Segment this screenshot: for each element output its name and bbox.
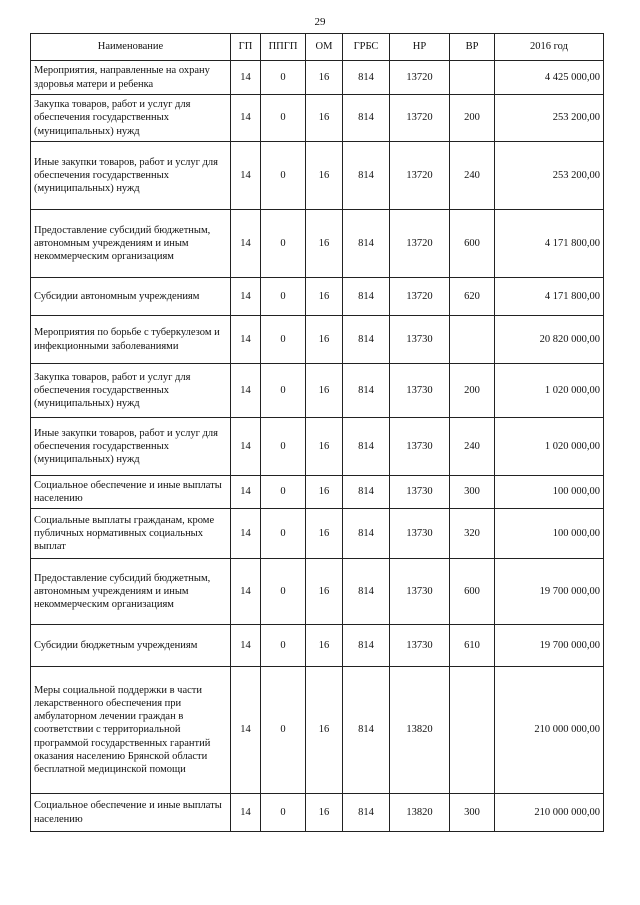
row-ppgp: 0 (261, 476, 306, 509)
row-vr: 200 (450, 95, 495, 142)
row-grbs: 814 (343, 210, 390, 278)
row-nr: 13730 (390, 418, 450, 476)
row-vr: 200 (450, 364, 495, 418)
row-name: Социальные выплаты гражданам, кроме публичных нормативных социальных выплат (31, 509, 231, 559)
row-ppgp: 0 (261, 625, 306, 667)
row-name: Иные закупки товаров, работ и услуг для обеспечения государственных (муниципальных) нужд (31, 142, 231, 210)
row-name: Закупка товаров, работ и услуг для обеспечения государственных (муниципальных) нужд (31, 364, 231, 418)
table-row (31, 476, 604, 509)
row-vr (450, 61, 495, 95)
row-name: Субсидии автономным учреждениям (31, 278, 231, 316)
row-ppgp: 0 (261, 210, 306, 278)
row-grbs: 814 (343, 794, 390, 832)
row-om: 16 (306, 418, 343, 476)
row-vr (450, 316, 495, 364)
row-nr: 13820 (390, 794, 450, 832)
row-ppgp: 0 (261, 364, 306, 418)
row-om: 16 (306, 364, 343, 418)
header-vr: ВР (450, 34, 495, 61)
row-gp: 14 (231, 142, 261, 210)
row-gp: 14 (231, 316, 261, 364)
row-vr: 240 (450, 418, 495, 476)
row-vr: 620 (450, 278, 495, 316)
row-amount: 4 171 800,00 (495, 210, 604, 278)
row-om: 16 (306, 95, 343, 142)
header-grbs: ГРБС (343, 34, 390, 61)
table-row (31, 418, 604, 476)
row-om: 16 (306, 210, 343, 278)
row-om: 16 (306, 61, 343, 95)
row-vr: 240 (450, 142, 495, 210)
row-om: 16 (306, 625, 343, 667)
row-nr: 13730 (390, 476, 450, 509)
row-gp: 14 (231, 509, 261, 559)
row-ppgp: 0 (261, 95, 306, 142)
row-nr: 13730 (390, 364, 450, 418)
row-name: Иные закупки товаров, работ и услуг для обеспечения государственных (муниципальных) нужд (31, 418, 231, 476)
row-amount: 100 000,00 (495, 509, 604, 559)
row-amount: 20 820 000,00 (495, 316, 604, 364)
row-nr: 13720 (390, 142, 450, 210)
row-name: Мероприятия по борьбе с туберкулезом и инфекционными заболеваниями (31, 316, 231, 364)
table-row (31, 210, 604, 278)
header-nr: НР (390, 34, 450, 61)
row-vr: 300 (450, 476, 495, 509)
row-amount: 210 000 000,00 (495, 794, 604, 832)
row-amount: 253 200,00 (495, 95, 604, 142)
row-om: 16 (306, 794, 343, 832)
row-grbs: 814 (343, 625, 390, 667)
header-gp: ГП (231, 34, 261, 61)
row-vr: 610 (450, 625, 495, 667)
table-row (31, 278, 604, 316)
row-nr: 13820 (390, 667, 450, 794)
row-grbs: 814 (343, 418, 390, 476)
row-nr: 13730 (390, 625, 450, 667)
row-om: 16 (306, 509, 343, 559)
row-grbs: 814 (343, 509, 390, 559)
table-row (31, 364, 604, 418)
row-ppgp: 0 (261, 667, 306, 794)
row-om: 16 (306, 559, 343, 625)
table-row (31, 95, 604, 142)
row-grbs: 814 (343, 95, 390, 142)
row-gp: 14 (231, 418, 261, 476)
row-om: 16 (306, 142, 343, 210)
header-ppgp: ППГП (261, 34, 306, 61)
row-grbs: 814 (343, 142, 390, 210)
row-amount: 253 200,00 (495, 142, 604, 210)
row-nr: 13730 (390, 509, 450, 559)
row-amount: 19 700 000,00 (495, 559, 604, 625)
row-nr: 13730 (390, 316, 450, 364)
row-grbs: 814 (343, 61, 390, 95)
row-ppgp: 0 (261, 559, 306, 625)
row-amount: 1 020 000,00 (495, 418, 604, 476)
row-nr: 13720 (390, 61, 450, 95)
row-ppgp: 0 (261, 509, 306, 559)
table-header-row (31, 34, 604, 61)
row-name: Социальное обеспечение и иные выплаты населению (31, 794, 231, 832)
row-om: 16 (306, 316, 343, 364)
page-number: 29 (314, 16, 326, 28)
row-name: Предоставление субсидий бюджетным, автономным учреждениям и иным некоммерческим организациям (31, 559, 231, 625)
row-amount: 4 171 800,00 (495, 278, 604, 316)
row-gp: 14 (231, 667, 261, 794)
header-om: ОМ (306, 34, 343, 61)
row-gp: 14 (231, 95, 261, 142)
row-grbs: 814 (343, 559, 390, 625)
row-vr (450, 667, 495, 794)
row-amount: 19 700 000,00 (495, 625, 604, 667)
row-gp: 14 (231, 625, 261, 667)
row-name: Закупка товаров, работ и услуг для обеспечения государственных (муниципальных) нужд (31, 95, 231, 142)
table-row (31, 667, 604, 794)
row-gp: 14 (231, 364, 261, 418)
table-row (31, 61, 604, 95)
row-nr: 13720 (390, 278, 450, 316)
row-vr: 600 (450, 210, 495, 278)
row-ppgp: 0 (261, 316, 306, 364)
row-grbs: 814 (343, 278, 390, 316)
row-grbs: 814 (343, 667, 390, 794)
row-ppgp: 0 (261, 418, 306, 476)
row-nr: 13730 (390, 559, 450, 625)
row-gp: 14 (231, 559, 261, 625)
row-om: 16 (306, 278, 343, 316)
row-amount: 100 000,00 (495, 476, 604, 509)
row-gp: 14 (231, 278, 261, 316)
row-name: Меры социальной поддержки в части лекарственного обеспечения при амбулаторном лечении граждан в соответствии с территориальной программой государственных гарантий оказания населению Брянской области бесплатной медицинской помощи (31, 667, 231, 794)
table-row (31, 142, 604, 210)
row-amount: 4 425 000,00 (495, 61, 604, 95)
row-name: Субсидии бюджетным учреждениям (31, 625, 231, 667)
row-vr: 320 (450, 509, 495, 559)
table-row (31, 625, 604, 667)
row-ppgp: 0 (261, 794, 306, 832)
header-2016: 2016 год (495, 34, 604, 61)
row-ppgp: 0 (261, 61, 306, 95)
row-grbs: 814 (343, 316, 390, 364)
row-amount: 210 000 000,00 (495, 667, 604, 794)
row-ppgp: 0 (261, 142, 306, 210)
row-gp: 14 (231, 61, 261, 95)
row-name: Предоставление субсидий бюджетным, автономным учреждениям и иным некоммерческим организациям (31, 210, 231, 278)
row-nr: 13720 (390, 210, 450, 278)
table-row (31, 794, 604, 832)
row-nr: 13720 (390, 95, 450, 142)
row-vr: 300 (450, 794, 495, 832)
row-om: 16 (306, 667, 343, 794)
row-name: Социальное обеспечение и иные выплаты населению (31, 476, 231, 509)
row-grbs: 814 (343, 476, 390, 509)
row-grbs: 814 (343, 364, 390, 418)
row-gp: 14 (231, 476, 261, 509)
row-ppgp: 0 (261, 278, 306, 316)
budget-table (30, 33, 604, 832)
header-name: Наименование (31, 34, 231, 61)
row-vr: 600 (450, 559, 495, 625)
table-row (31, 559, 604, 625)
table-row (31, 509, 604, 559)
table-row (31, 316, 604, 364)
row-name: Мероприятия, направленные на охрану здоровья матери и ребенка (31, 61, 231, 95)
row-amount: 1 020 000,00 (495, 364, 604, 418)
row-om: 16 (306, 476, 343, 509)
row-gp: 14 (231, 210, 261, 278)
row-gp: 14 (231, 794, 261, 832)
